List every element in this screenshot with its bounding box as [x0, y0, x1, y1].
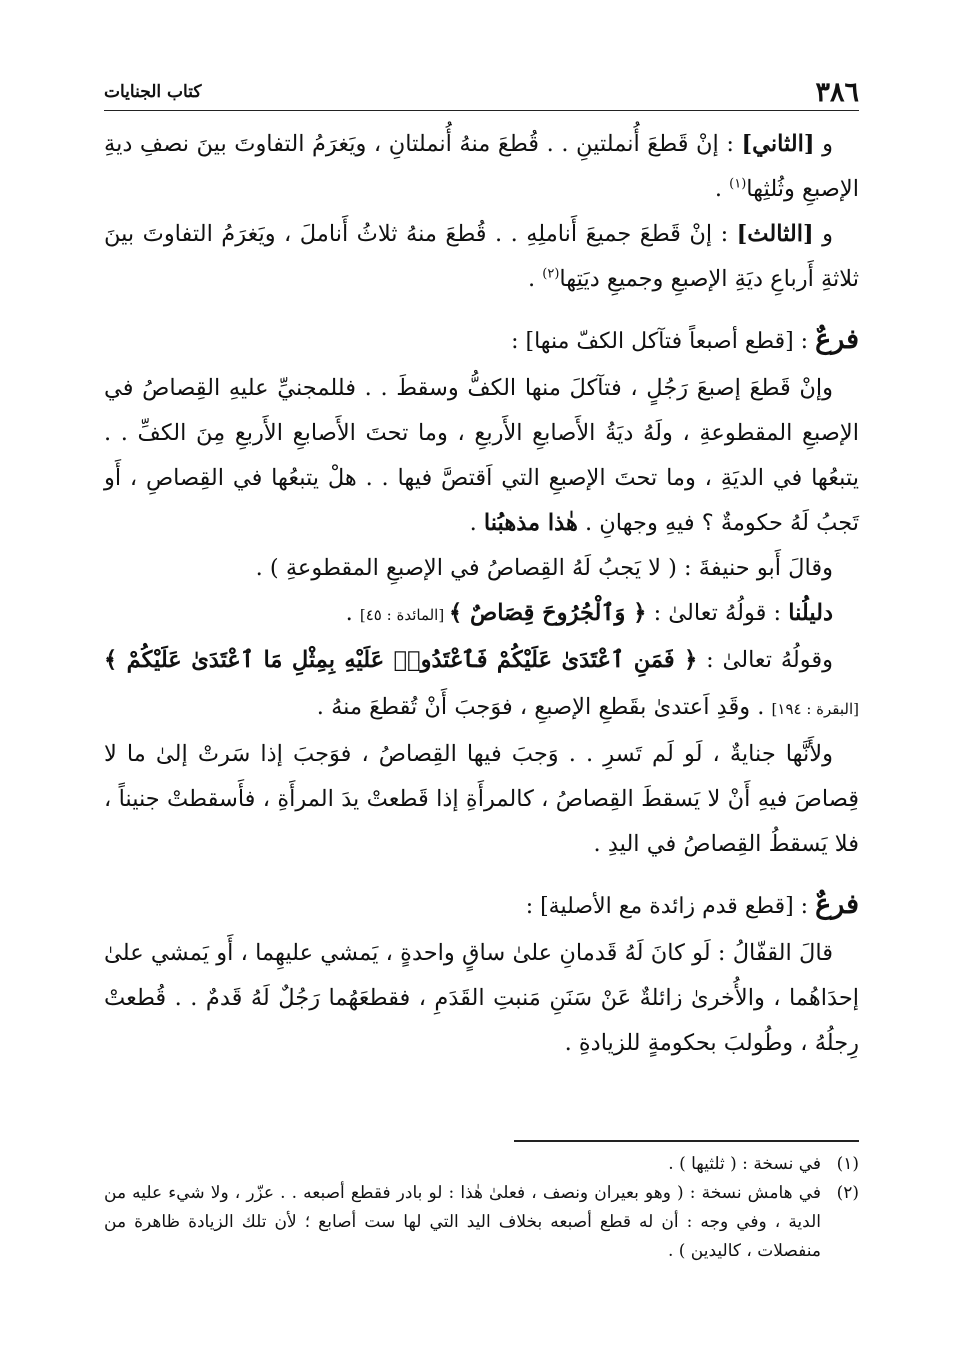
paragraph-second-verse [104, 638, 859, 732]
paragraph-end: . [469, 510, 484, 536]
footnote-number: (١) [836, 1154, 859, 1174]
footnotes [104, 1150, 859, 1266]
paragraph-abu-hanifa: وقالَ أَبو حنيفةَ : ( لا يَجبُ لَهُ القِصاصُ في الإصبعِ المقطوعةِ ) . [255, 555, 833, 581]
paragraph-third-case [104, 212, 859, 302]
conjunction: و [814, 131, 833, 157]
case-label: [الثاني] [741, 131, 815, 157]
main-text [104, 122, 859, 1066]
quran-verse: ﴿ فَمَنِ ٱعْتَدَىٰ عَلَيْكُمْ فَٱعْتَدُوا۟ عَلَيْهِ بِمِثْلِ مَا ٱعْتَدَىٰ عَلَيْكُمْ ﴾ [104, 647, 698, 673]
footnote-marker[interactable]: (٢) [542, 266, 560, 282]
paragraph-finger-cut [104, 366, 859, 546]
running-header [104, 74, 859, 111]
paragraph-analogy: ولأَنَّها جنايةٌ ، لَو لَم تَسرِ . . وَجبَ فيها القِصاصُ ، فوَجبَ إذا سَرتْ إلىٰ ما لا قِصاصَ فيهِ أَنْ لا يَسقطَ القِصاصُ ، كالمرأَةِ إذا قَطعتْ يدَ المرأَةِ ، فأَسقطتْ جنيناً ، فلا يَسقطُ القِصاصُ في اليدِ . [104, 741, 859, 857]
paragraph-end: . [714, 176, 730, 202]
paragraph-text: : إنْ قَطعَ جميعَ أَناملِهِ . . قُطعَ منهُ ثلاثُ أَناملَ ، ويَغرَمُ التفاوتَ بينَ ثلاثةِ أَرباعِ ديَةِ الإصبعِ وجميعِ ديَتِها [104, 221, 859, 292]
evidence-label: دليلُنا [788, 600, 833, 626]
section-heading-extra-foot [104, 881, 859, 931]
verse-reference: [البقرة : ١٩٤] [771, 700, 859, 718]
paragraph-text: وقولُهُ تعالىٰ : [697, 647, 833, 673]
footnote-text: في نسخة : ( ثلثيها ) . [668, 1154, 821, 1174]
far-label: فرعٌ [815, 324, 859, 355]
footnote-number: (٢) [836, 1183, 859, 1203]
paragraph-end: . [527, 266, 543, 292]
paragraph-text: وإنْ قَطعَ إصبعَ رَجُلٍ ، فتآكلَ منها الكفُّ وسقطَ . . فللمجنيِّ عليهِ القِصاصُ في الإصبعِ المقطوعةِ ، ولَهُ ديَةُ الأَصابعِ الأَربعِ ، وما تحتَ الأَصابعِ الأَربعِ مِنَ الكفِّ . . يتبعُها في الديَةِ ، وما تحتَ الإصبعِ التي اَقتصَّ فيها . . هلْ يتبعُها في القِصاصِ ، أَو تَجبُ لَهُ حكومةٌ ؟ فيهِ وجهانِ . [104, 375, 859, 536]
madhhab-statement: هٰذا مذهبُنا [483, 510, 578, 536]
far-label: فرعٌ [815, 889, 859, 920]
section-heading-finger-cut [104, 316, 859, 366]
paragraph-text: : إنْ قَطعَ أُنملتينِ . . قُطعَ منهُ أُنملتانِ ، ويَغرَمُ التفاوتَ بينَ نصفِ ديةِ الإصبعِ وثُلثِها [104, 131, 859, 202]
paragraph-qaffal: قالَ القفّالُ : لَو كانَ لَهُ قَدمانِ علىٰ ساقٍ واحدةٍ ، يَمشي عليهِما ، أَو يَمشي علىٰ إحدَاهُما ، والأُخرىٰ زائلةٌ عَنْ سَنَنِ مَنبتِ القَدَمِ ، فقطعَهُما رَجُلٌ لَهُ قَدمٌ . . قُطعتْ رِجلُهُ ، وطُولبَ بحكومةٍ للزيادةِ . [104, 940, 859, 1056]
footnote-1 [104, 1150, 859, 1179]
paragraph-evidence [104, 591, 859, 638]
paragraph-text: : قولُهُ تعالىٰ : [646, 600, 789, 626]
paragraph-end: . [345, 600, 360, 626]
footnote-2 [104, 1179, 859, 1266]
footnote-marker[interactable]: (١) [729, 176, 747, 192]
quran-verse: ﴿ وَٱلْجُرُوحَ قِصَاصٌ ﴾ [448, 600, 647, 626]
footnote-divider [514, 1140, 859, 1142]
page-number: ٣٨٦ [815, 76, 859, 108]
case-label: [الثالث] [736, 221, 814, 247]
verse-reference: [المائدة : ٤٥] [359, 606, 449, 624]
heading-title: : [قطع أصبعاً فتآكل الكفّ منها] : [511, 329, 816, 354]
heading-title: : [قطع قدم زائدة مع الأصلية] : [525, 894, 816, 919]
paragraph-second-case [104, 122, 859, 212]
book-title: كتاب الجنايات [104, 82, 202, 102]
paragraph-end: . وقَدِ اَعتدىٰ بقَطعِ الإصبعِ ، فوَجبَ أَنْ تُقطعَ منهُ . [316, 694, 772, 720]
footnote-text: في هامش نسخة : ( وهو بعيران ونصف ، فعلىٰ هٰذا : لو بادر فقطع أصبعه . . عزّر ، ولا شيء عليه من الدية ، وفي وجه : أن له قطع أصبعه بخلاف اليد التي لها ست أصابع ؛ لأن تلك الزيادة ظاهرة من منفصلات ، كاليدين ) . [104, 1183, 821, 1261]
conjunction: و [813, 221, 833, 247]
